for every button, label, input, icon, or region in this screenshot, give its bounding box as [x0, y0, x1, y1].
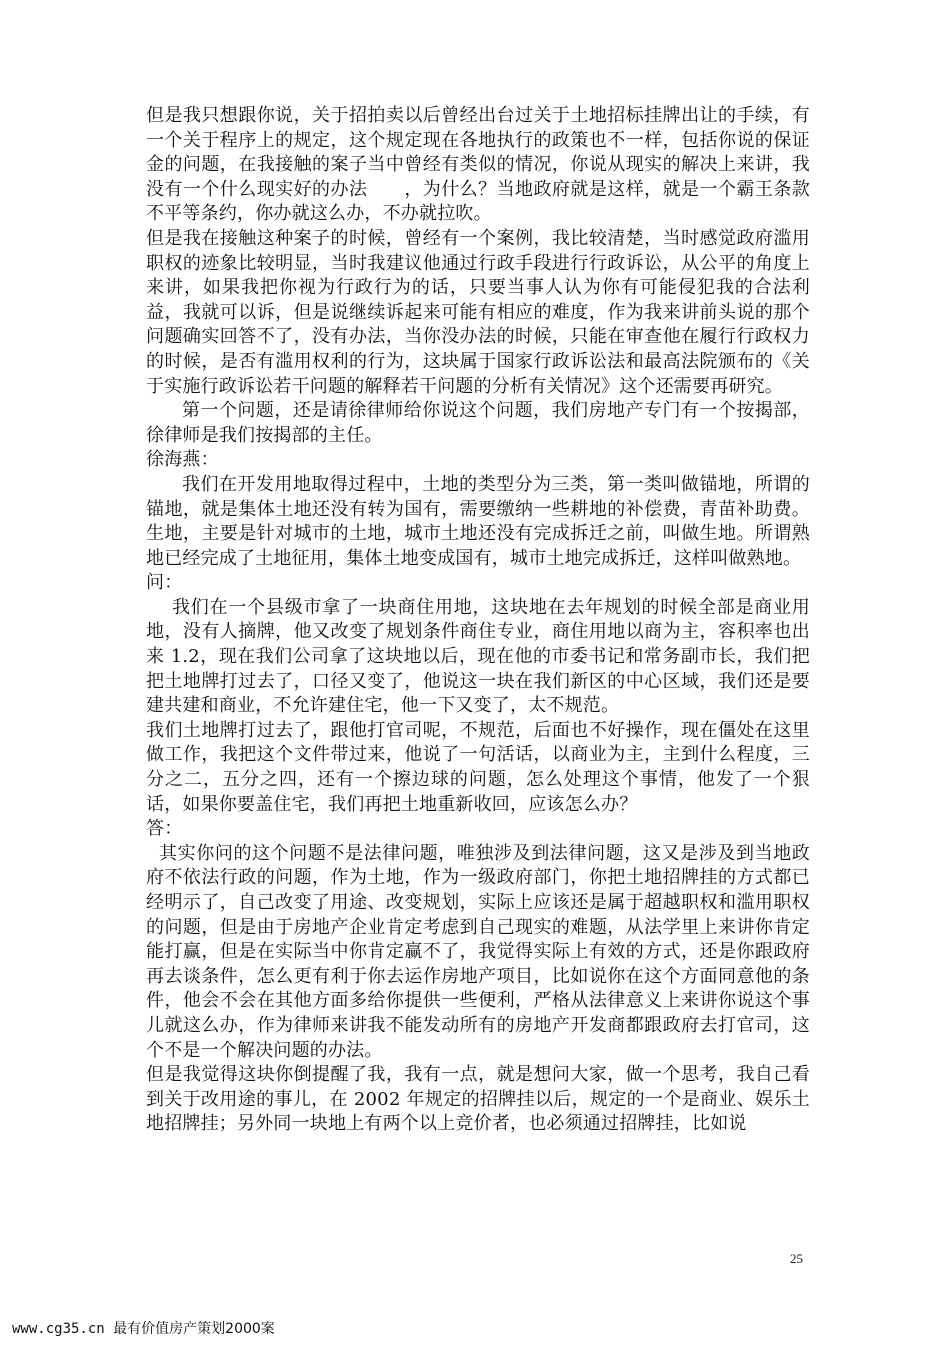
footer-url-link[interactable]: www.cg35.cn [12, 1321, 105, 1337]
paragraph: 我们土地牌打过去了，跟他打官司呢，不规范，后面也不好操作，现在僵处在这里做工作，我把这个文件带过来，他说了一句活话，以商业为主，主到什么程度，三分之二，五分之四，还有一个擦边球的问题，怎么处理这个事情，他发了一个狠话，如果你要盖住宅，我们再把土地重新收回，应该怎么办？ [146, 719, 810, 815]
paragraph: 我们在开发用地取得过程中，土地的类型分为三类，第一类叫做锚地，所谓的锚地，就是集体土地还没有转为国有，需要缴纳一些耕地的补偿费，青苗补助费。生地，主要是针对城市的土地，城市土地还没有完成拆迁之前，叫做生地。所谓熟地已经完成了土地征用，集体土地变成国有，城市土地完成拆迁，这样叫做熟地。 [146, 473, 810, 569]
footer-watermark [12, 1318, 275, 1338]
speaker-label: 答： [146, 818, 183, 840]
paragraph: 但是我只想跟你说，关于招拍卖以后曾经出台过关于土地招标挂牌出让的手续，有一个关于程序上的规定，这个规定现在各地执行的政策也不一样，包括你说的保证金的问题，在我接触的案子当中曾经有类似的情况，你说从现实的解决上来讲，我没有一个什么现实好的办法 ，为什么？当地政府就是这样，就是一个霸王条款不平等条约，你办就这么办，不办就拉吹。 [146, 105, 810, 225]
footer-caption: 最有价值房产策划2000案 [113, 1321, 275, 1337]
paragraph: 我们在一个县级市拿了一块商住用地，这块地在去年规划的时候全部是商业用地，没有人摘牌，他又改变了规划条件商住专业，商住用地以商为主，容积率也出来 1.2，现在我们公司拿了这块地以后，现在他的市委书记和常务副市长，我们把把土地牌打过去了，口径又变了，他说这一块在我们新区的中心区域，我们还是要建共建和商业，不允许建住宅，他一下又变了，太不规范。 [146, 596, 810, 717]
page-number: 25 [790, 1251, 803, 1266]
speaker-label: 徐海燕： [146, 449, 219, 471]
paragraph: 第一个问题，还是请徐律师给你说这个问题，我们房地产专门有一个按揭部，徐律师是我们按揭部的主任。 [146, 400, 810, 446]
paragraph: 但是我在接触这种案子的时候，曾经有一个案例，我比较清楚，当时感觉政府滥用职权的迹象比较明显，当时我建议他通过行政手段进行行政诉讼，从公平的角度上来讲，如果我把你视为行政行为的话，只要当事人认为你有可能侵犯我的合法利益，我就可以诉，但是说继续诉起来可能有相应的难度，作为我来讲前头说的那个问题确实回答不了，没有办法，当你没办法的时候，只能在审查他在履行行政权力的时候，是否有滥用权利的行为，这块属于国家行政诉讼法和最高法院颁布的《关于实施行政诉讼若干问题的解释若干问题的分析有关情况》这个还需要再研究。 [146, 227, 810, 397]
speaker-label: 问： [146, 572, 183, 594]
body-text [146, 104, 810, 1137]
paragraph: 其实你问的这个问题不是法律问题，唯独涉及到法律问题，这又是涉及到当地政府不依法行政的问题，作为土地，作为一级政府部门，你把土地招牌挂的方式都已经明示了，自己改变了用途、改变规划，实际上应该还是属于超越职权和滥用职权的问题，但是由于房地产企业肯定考虑到自己现实的难题，从法学里上来讲你肯定能打赢，但是在实际当中你肯定赢不了，我觉得实际上有效的方式，还是你跟政府再去谈条件，怎么更有利于你去运作房地产项目，比如说你在这个方面同意他的条件，他会不会在其他方面多给你提供一些便利，严格从法律意义上来讲你说这个事儿就这么办，作为律师来讲我不能发动所有的房地产开发商都跟政府去打官司，这个不是一个解决问题的办法。 [146, 842, 810, 1061]
paragraph: 但是我觉得这块你倒提醒了我，我有一点，就是想问大家，做一个思考，我自己看到关于改用途的事儿，在 2002 年规定的招牌挂以后，规定的一个是商业、娱乐土地招牌挂；另外同一块地上有两个以上竞价者，也必须通过招牌挂，比如说 [146, 1064, 810, 1135]
